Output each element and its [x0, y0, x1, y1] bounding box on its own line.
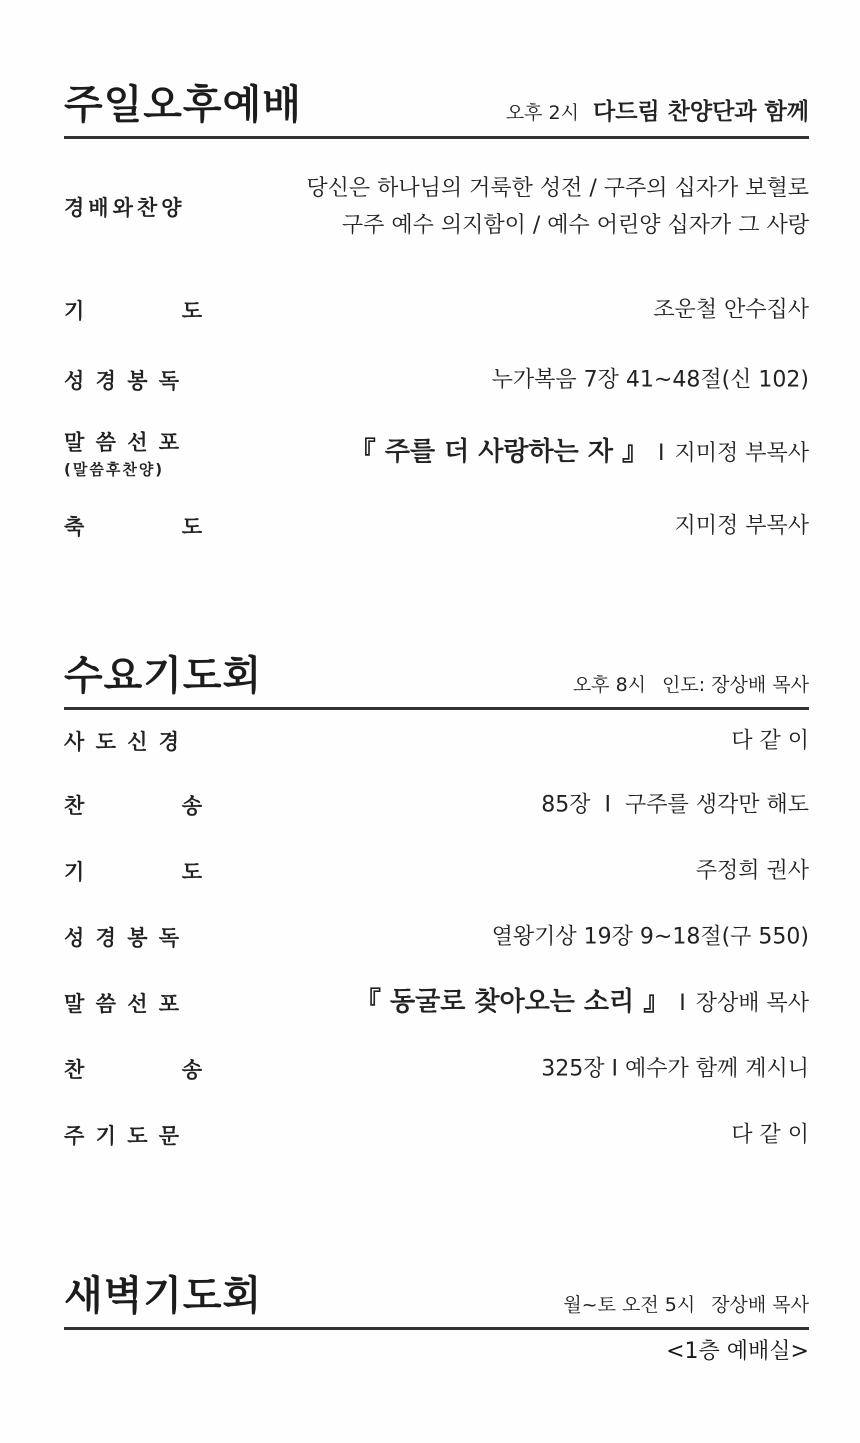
dawn-header	[64, 1265, 809, 1327]
row-value: 열왕기상 19장 9~18절(구 550)	[491, 924, 809, 950]
row-label: 사 도 신 경	[64, 730, 182, 754]
order-row-benediction	[64, 491, 809, 561]
section-title: 새벽기도회	[64, 1273, 263, 1319]
label-char: 축	[64, 515, 85, 539]
service-leader: 인도: 장상배 목사	[662, 674, 809, 696]
wednesday-section	[64, 645, 809, 1168]
order-row-hymn	[64, 772, 809, 838]
label-char: 송	[181, 794, 202, 818]
service-time: 오후 2시	[505, 102, 580, 124]
song-line-1: 당신은 하나님의 거룩한 성전 / 구주의 십자가 보혈로	[306, 176, 809, 201]
preacher: 장상배 목사	[695, 991, 809, 1016]
row-value: 85장 I 구주를 생각만 해도	[541, 792, 809, 818]
row-value	[350, 434, 809, 472]
row-label: 주 기 도 문	[64, 1124, 182, 1148]
order-row-prayer	[64, 275, 809, 345]
row-label	[64, 427, 202, 480]
dawn-section	[64, 1265, 809, 1365]
row-label: 말 씀 선 포	[64, 992, 182, 1016]
section-meta	[563, 1290, 809, 1317]
order-row-worship	[64, 139, 809, 275]
service-location: <1층 예배실>	[666, 1339, 809, 1364]
row-label: 경배와찬양	[64, 196, 186, 220]
separator: I	[679, 991, 686, 1016]
row-value: 325장 I 예수가 함께 계시니	[541, 1056, 809, 1082]
row-label	[64, 856, 202, 886]
label-char: 도	[181, 299, 202, 323]
order-row-creed	[64, 710, 809, 772]
sermon-title: 『 주를 더 사랑하는 자 』	[349, 437, 648, 467]
sunday-section	[64, 74, 809, 561]
section-title: 수요기도회	[64, 653, 263, 699]
section-divider	[64, 1327, 809, 1330]
label-char: 도	[181, 860, 202, 884]
order-row-prayer	[64, 838, 809, 904]
song-line-2: 구주 예수 의지함이 / 예수 어린양 십자가 그 사랑	[341, 213, 809, 238]
row-value: 다 같 이	[731, 728, 809, 754]
section-meta	[506, 93, 809, 126]
row-value: 주정희 권사	[695, 858, 809, 884]
row-label	[64, 1054, 202, 1084]
order-row-lords-prayer	[64, 1102, 809, 1168]
row-value	[355, 984, 809, 1022]
order-row-reading	[64, 904, 809, 970]
label-main: 말 씀 선 포	[64, 430, 182, 455]
order-row-reading	[64, 345, 809, 415]
section-meta	[573, 670, 809, 697]
label-char: 기	[64, 860, 85, 884]
service-subtitle: 다드림 찬양단과 함께	[593, 99, 809, 125]
order-row-hymn	[64, 1036, 809, 1102]
service-time: 오후 8시	[572, 674, 647, 696]
order-row-sermon	[64, 415, 809, 491]
wednesday-header	[64, 645, 809, 707]
row-label	[64, 511, 202, 541]
section-title: 주일오후예배	[64, 82, 302, 128]
row-label: 성 경 봉 독	[64, 369, 182, 393]
row-label: 성 경 봉 독	[64, 926, 182, 950]
service-time: 월~토 오전 5시	[563, 1294, 696, 1316]
label-char: 기	[64, 299, 85, 323]
row-label	[64, 295, 202, 325]
order-row-sermon	[64, 970, 809, 1036]
separator: I	[657, 441, 665, 466]
service-leader: 장상배 목사	[711, 1294, 809, 1316]
row-value: 조운철 안수집사	[653, 297, 809, 323]
sunday-header	[64, 74, 809, 136]
row-value	[306, 170, 809, 244]
label-char: 찬	[64, 794, 85, 818]
row-value: 다 같 이	[731, 1122, 809, 1148]
row-value: 누가복음 7장 41~48절(신 102)	[491, 367, 809, 393]
label-char: 도	[181, 515, 202, 539]
sermon-title: 『 동굴로 찾아오는 소리 』	[354, 987, 670, 1017]
label-sub: (말씀후찬양)	[64, 460, 165, 479]
label-char: 송	[181, 1058, 202, 1082]
label-char: 찬	[64, 1058, 85, 1082]
row-value: 지미정 부목사	[674, 513, 809, 539]
preacher: 지미정 부목사	[674, 441, 809, 466]
row-label	[64, 790, 202, 820]
